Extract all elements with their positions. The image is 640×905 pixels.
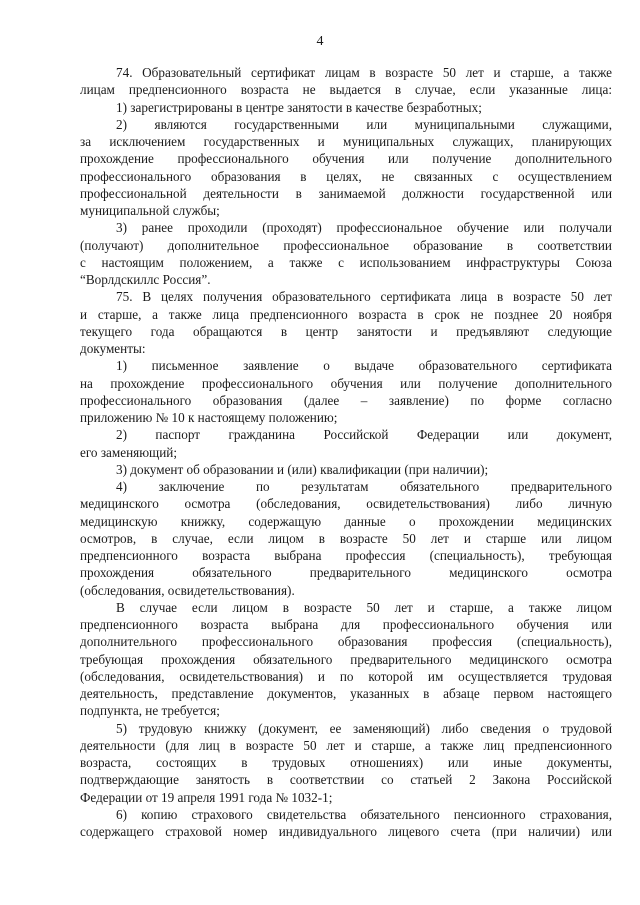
text-line: дополнительного профессионального образования профессия (специальность), bbox=[80, 634, 612, 650]
text-line: 3) ранее проходили (проходят) профессиональное обучение или получали bbox=[116, 220, 612, 236]
text-line: профессиональной деятельности в занимаемой должности государственной или bbox=[80, 185, 612, 201]
text-line: подпункта, не требуется; bbox=[80, 703, 220, 719]
text-line: 2) паспорт гражданина Российской Федерации или документ, bbox=[116, 427, 612, 443]
text-line: на прохождение профессионального обучения или получение дополнительного bbox=[80, 375, 612, 391]
text-line: деятельность, представление документов, указанных в абзаце первом настоящего bbox=[80, 686, 612, 701]
text-line: (обследования, освидетельствования). bbox=[80, 582, 295, 598]
text-line: 74. Образовательный сертификат лицам в возрасте 50 лет и старше, а также bbox=[116, 65, 612, 80]
text-line: с настоящим положением, а также с использованием инфраструктуры Союза bbox=[80, 254, 612, 270]
text-line: (обследования, освидетельствования) и по которой им осуществляется трудовая bbox=[80, 668, 612, 684]
text-line: и старше, а также лица предпенсионного возраста в срок не позднее 20 ноября bbox=[80, 306, 612, 322]
text-line: 2) являются государственными или муниципальными служащими, bbox=[116, 116, 612, 132]
text-line: за исключением государственных и муниципальных служащих, планирующих bbox=[80, 134, 612, 149]
text-line: прохождения обязательного предварительного медицинского осмотра bbox=[80, 565, 612, 581]
text-line: медицинскую книжку, содержащую данные о прохождении медицинских bbox=[80, 513, 612, 529]
text-line: Федерации от 19 апреля 1991 года № 1032-1; bbox=[80, 789, 333, 805]
text-line: профессионального образования в целях, не связанных с осуществлением bbox=[80, 168, 612, 184]
text-line: возраста, состоящих в трудовых отношениях) или иные документы, bbox=[80, 755, 612, 770]
text-line: 3) документ об образовании и (или) квалификации (при наличии); bbox=[116, 461, 489, 477]
document-body bbox=[80, 64, 612, 840]
text-line: приложению № 10 к настоящему положению; bbox=[80, 410, 338, 425]
text-line: 75. В целях получения образовательного сертификата лица в возрасте 50 лет bbox=[116, 289, 612, 305]
text-line: 6) копию страхового свидетельства обязательного пенсионного страхования, bbox=[116, 806, 612, 822]
text-line: прохождение профессионального обучения или получение дополнительного bbox=[80, 151, 612, 167]
text-line: муниципальной службы; bbox=[80, 203, 220, 218]
text-line: документы: bbox=[80, 341, 146, 356]
text-line: профессионального образования (далее – заявление) по форме согласно bbox=[80, 392, 612, 408]
text-line: 1) зарегистрированы в центре занятости в качестве безработных; bbox=[116, 99, 482, 115]
text-line: (получают) дополнительное профессиональное образование в соответствии bbox=[80, 237, 612, 253]
text-line: текущего года обращаются в центр занятости и предъявляют следующие bbox=[80, 323, 612, 339]
text-line: его заменяющий; bbox=[80, 444, 177, 460]
text-line: 1) письменное заявление о выдаче образовательного сертификата bbox=[116, 358, 612, 374]
text-line: 5) трудовую книжку (документ, ее заменяющий) либо сведения о трудовой bbox=[116, 720, 612, 736]
text-line: деятельности (для лиц в возрасте 50 лет и старше, а также лиц предпенсионного bbox=[80, 737, 612, 753]
text-line: подтверждающие занятость в соответствии со статьей 2 Закона Российской bbox=[80, 772, 612, 788]
text-line: В случае если лицом в возрасте 50 лет и старше, а также лицом bbox=[116, 599, 612, 615]
text-line: осмотров, в случае, если лицом в возрасте 50 лет и старше или лицом bbox=[80, 530, 612, 546]
text-line: лицам предпенсионного возраста не выдается в случае, если указанные лица: bbox=[80, 82, 612, 98]
text-line: предпенсионного возраста выбрана для профессионального обучения или bbox=[80, 617, 612, 632]
text-line: содержащего страховой номер индивидуального лицевого счета (при наличии) или bbox=[80, 824, 612, 839]
text-line: медицинского осмотра (обследования, освидетельствования) либо личную bbox=[80, 496, 612, 512]
page-number: 4 bbox=[316, 34, 324, 49]
text-line: предпенсионного возраста выбрана профессия (специальность), требующая bbox=[80, 548, 612, 563]
text-line: “Ворлдскиллс Россия”. bbox=[80, 272, 211, 287]
text-line: 4) заключение по результатам обязательного предварительного bbox=[116, 479, 612, 494]
text-line: требующая прохождения обязательного предварительного медицинского осмотра bbox=[80, 651, 612, 667]
